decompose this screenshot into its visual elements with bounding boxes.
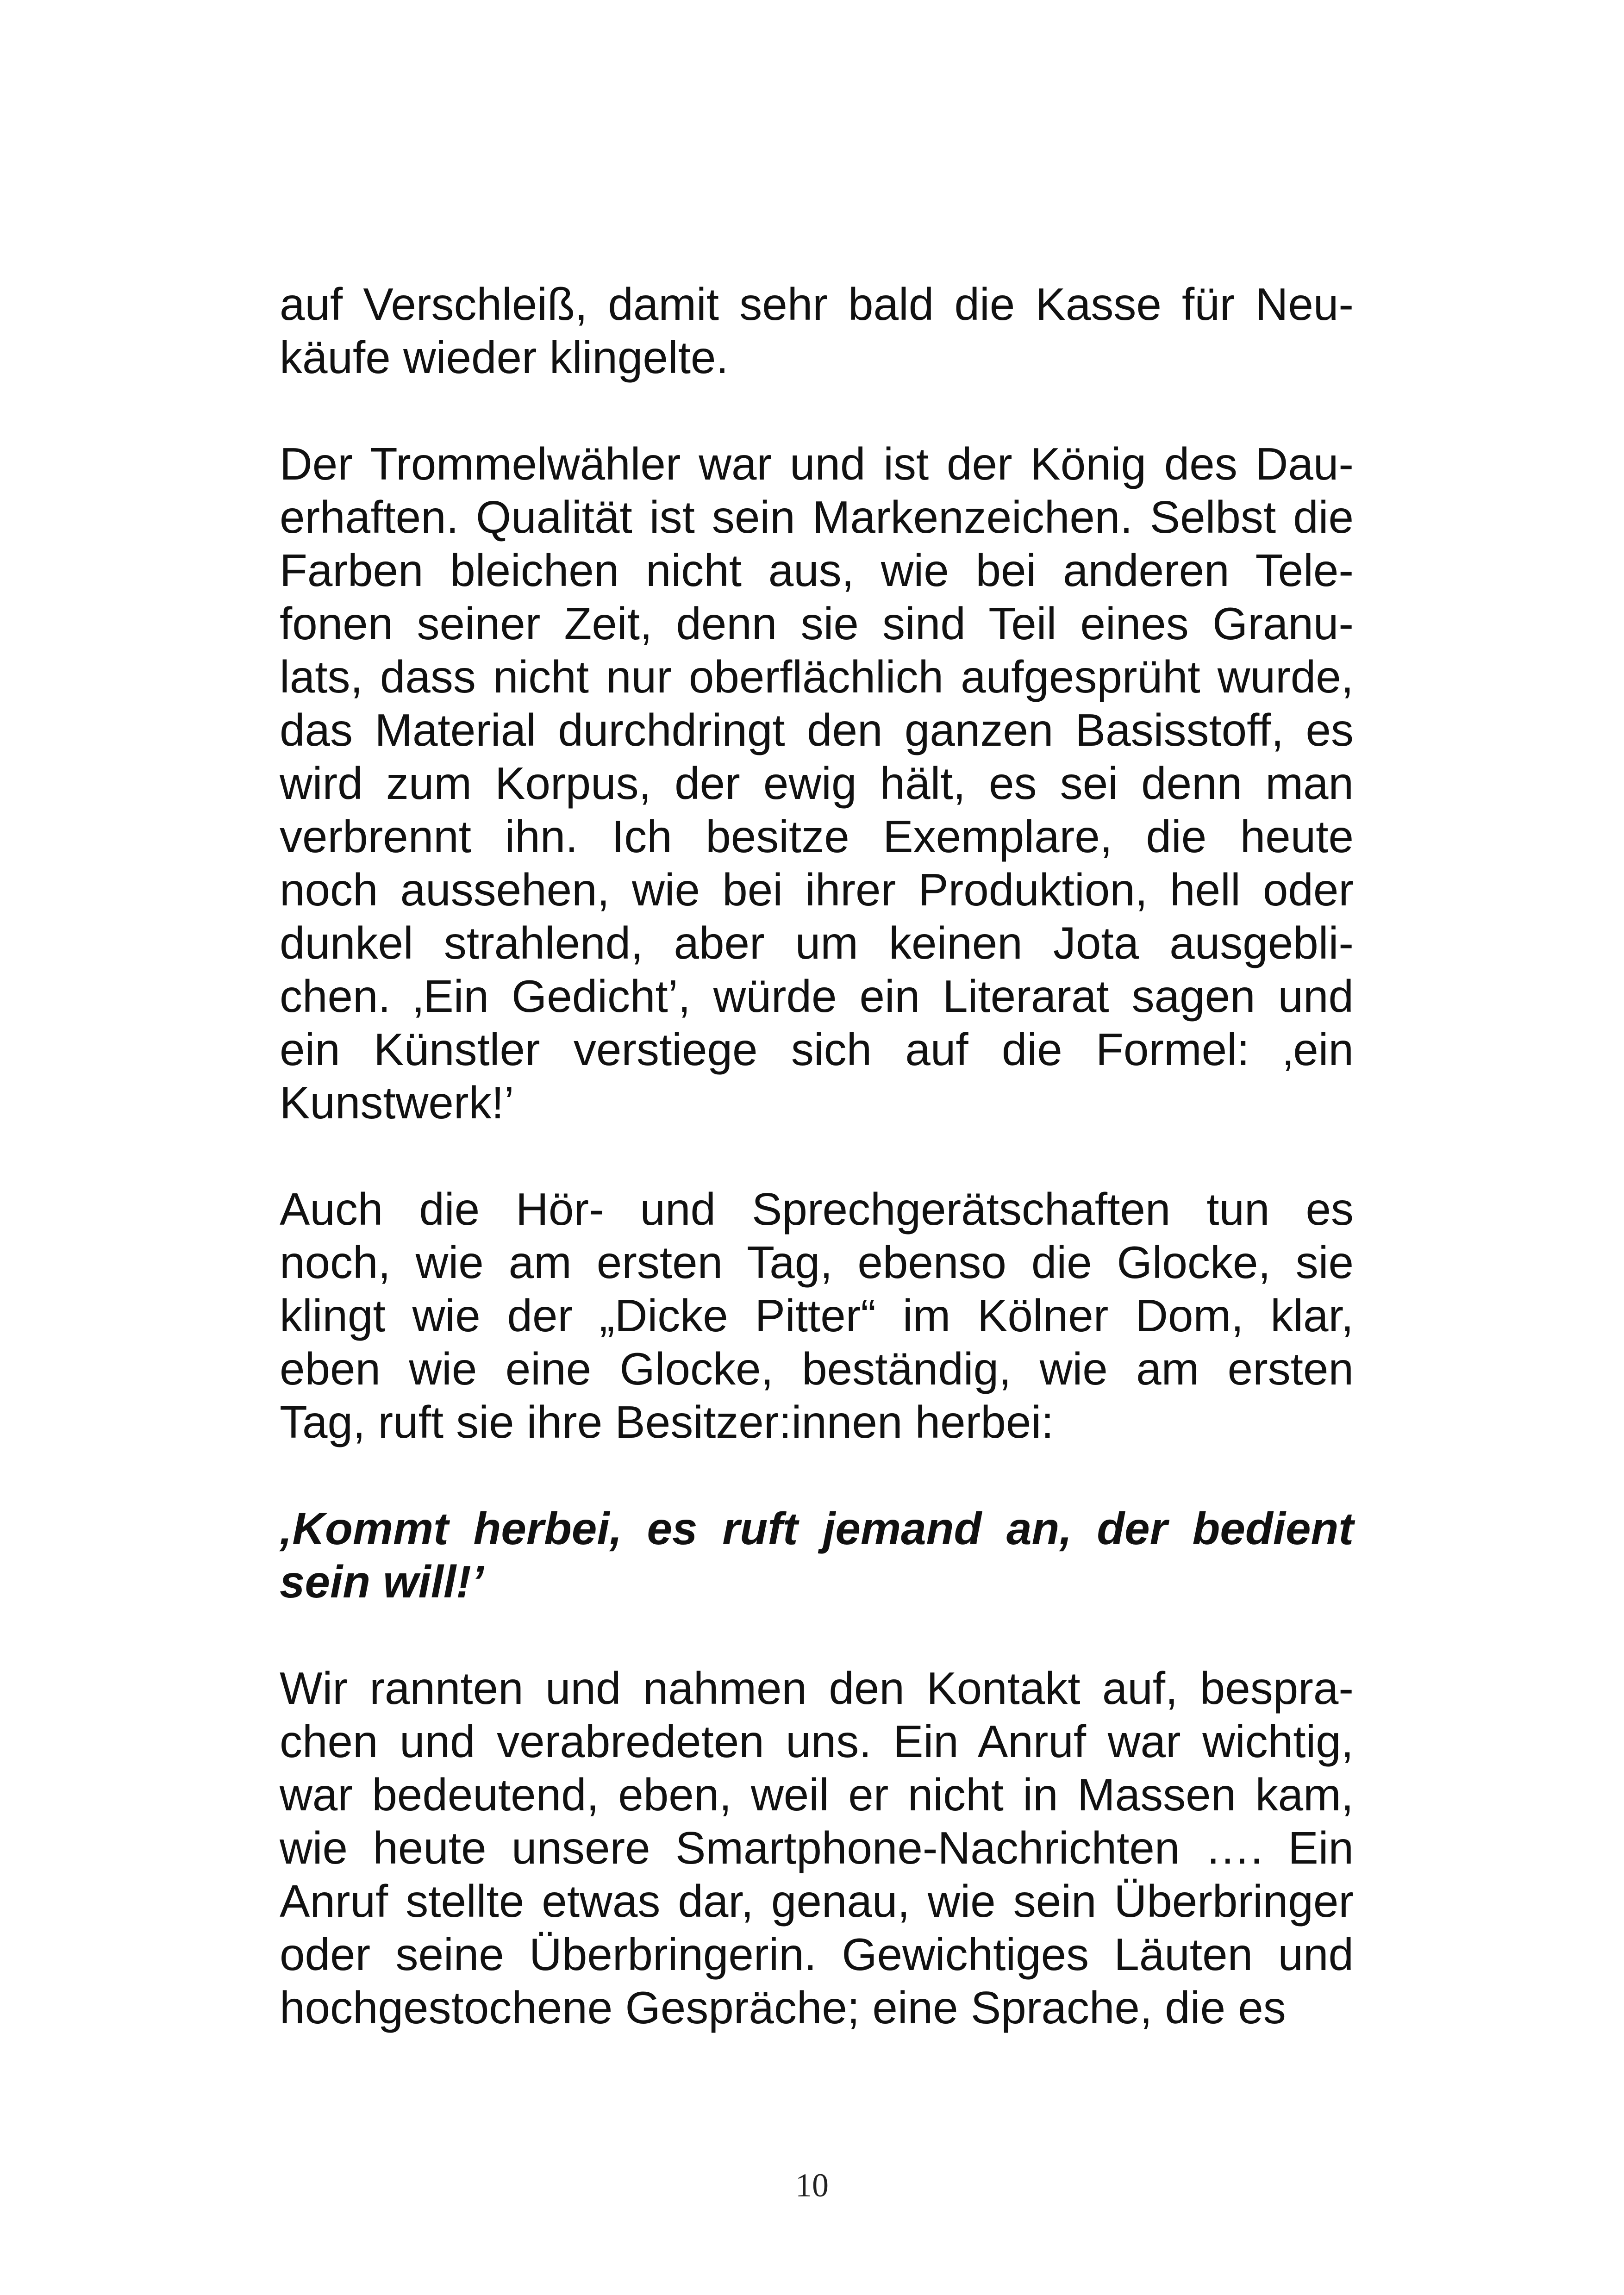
- body-text: [280, 278, 1354, 2088]
- text-line: chen. ‚Ein Gedicht’, würde ein Literarat sagen und: [280, 971, 1354, 1022]
- emphasized-quote: [280, 1502, 1354, 1609]
- text-line: Anruf stellte etwas dar, genau, wie sein Überbringer: [280, 1876, 1354, 1927]
- text-line: auf Verschleiß, damit sehr bald die Kasse für Neu-: [280, 279, 1354, 330]
- text-line: war bedeutend, eben, weil er nicht in Massen kam,: [280, 1769, 1354, 1820]
- paragraph: [280, 278, 1354, 384]
- text-line: hochgestochene Gespräche; eine Sprache, die es: [280, 1982, 1286, 2033]
- text-line: Kunstwerk!’: [280, 1077, 514, 1128]
- text-line: lats, dass nicht nur oberflächlich aufgesprüht wurde,: [280, 651, 1354, 702]
- text-line: eben wie eine Glocke, beständig, wie am ersten: [280, 1343, 1354, 1394]
- paragraph: [280, 1183, 1354, 1449]
- text-line: noch, wie am ersten Tag, ebenso die Glocke, sie: [280, 1237, 1354, 1288]
- text-line: noch aussehen, wie bei ihrer Produktion, hell oder: [280, 864, 1354, 915]
- text-line: oder seine Überbringerin. Gewichtiges Läuten und: [280, 1929, 1354, 1980]
- text-line: ein Künstler verstiege sich auf die Formel: ‚ein: [280, 1024, 1354, 1075]
- text-line: klingt wie der „Dicke Pitter“ im Kölner Dom, klar,: [280, 1290, 1354, 1341]
- text-line: Auch die Hör- und Sprechgerätschaften tun es: [280, 1184, 1354, 1235]
- text-line: ‚Kommt herbei, es ruft jemand an, der bedient: [280, 1503, 1354, 1554]
- text-line: dunkel strahlend, aber um keinen Jota ausgebli-: [280, 917, 1354, 968]
- text-line: wird zum Korpus, der ewig hält, es sei denn man: [280, 758, 1354, 809]
- text-line: Tag, ruft sie ihre Besitzer:innen herbei:: [280, 1397, 1054, 1447]
- text-line: wie heute unsere Smartphone-Nachrichten …. Ein: [280, 1822, 1354, 1873]
- text-line: fonen seiner Zeit, denn sie sind Teil eines Granu-: [280, 598, 1354, 649]
- paragraph: [280, 1662, 1354, 2034]
- text-line: Wir rannten und nahmen den Kontakt auf, bespra-: [280, 1663, 1354, 1714]
- page-number: 10: [795, 2167, 829, 2204]
- text-line: erhaften. Qualität ist sein Markenzeichen. Selbst die: [280, 492, 1354, 543]
- text-line: käufe wieder klingelte.: [280, 332, 729, 383]
- text-line: sein will!’: [280, 1556, 484, 1607]
- paragraph: [280, 437, 1354, 1129]
- text-line: das Material durchdringt den ganzen Basisstoff, es: [280, 705, 1354, 755]
- text-line: chen und verabredeten uns. Ein Anruf war wichtig,: [280, 1716, 1354, 1767]
- text-line: Der Trommelwähler war und ist der König des Dau-: [280, 438, 1354, 489]
- text-line: verbrennt ihn. Ich besitze Exemplare, die heute: [280, 811, 1354, 862]
- text-line: Farben bleichen nicht aus, wie bei anderen Tele-: [280, 545, 1354, 596]
